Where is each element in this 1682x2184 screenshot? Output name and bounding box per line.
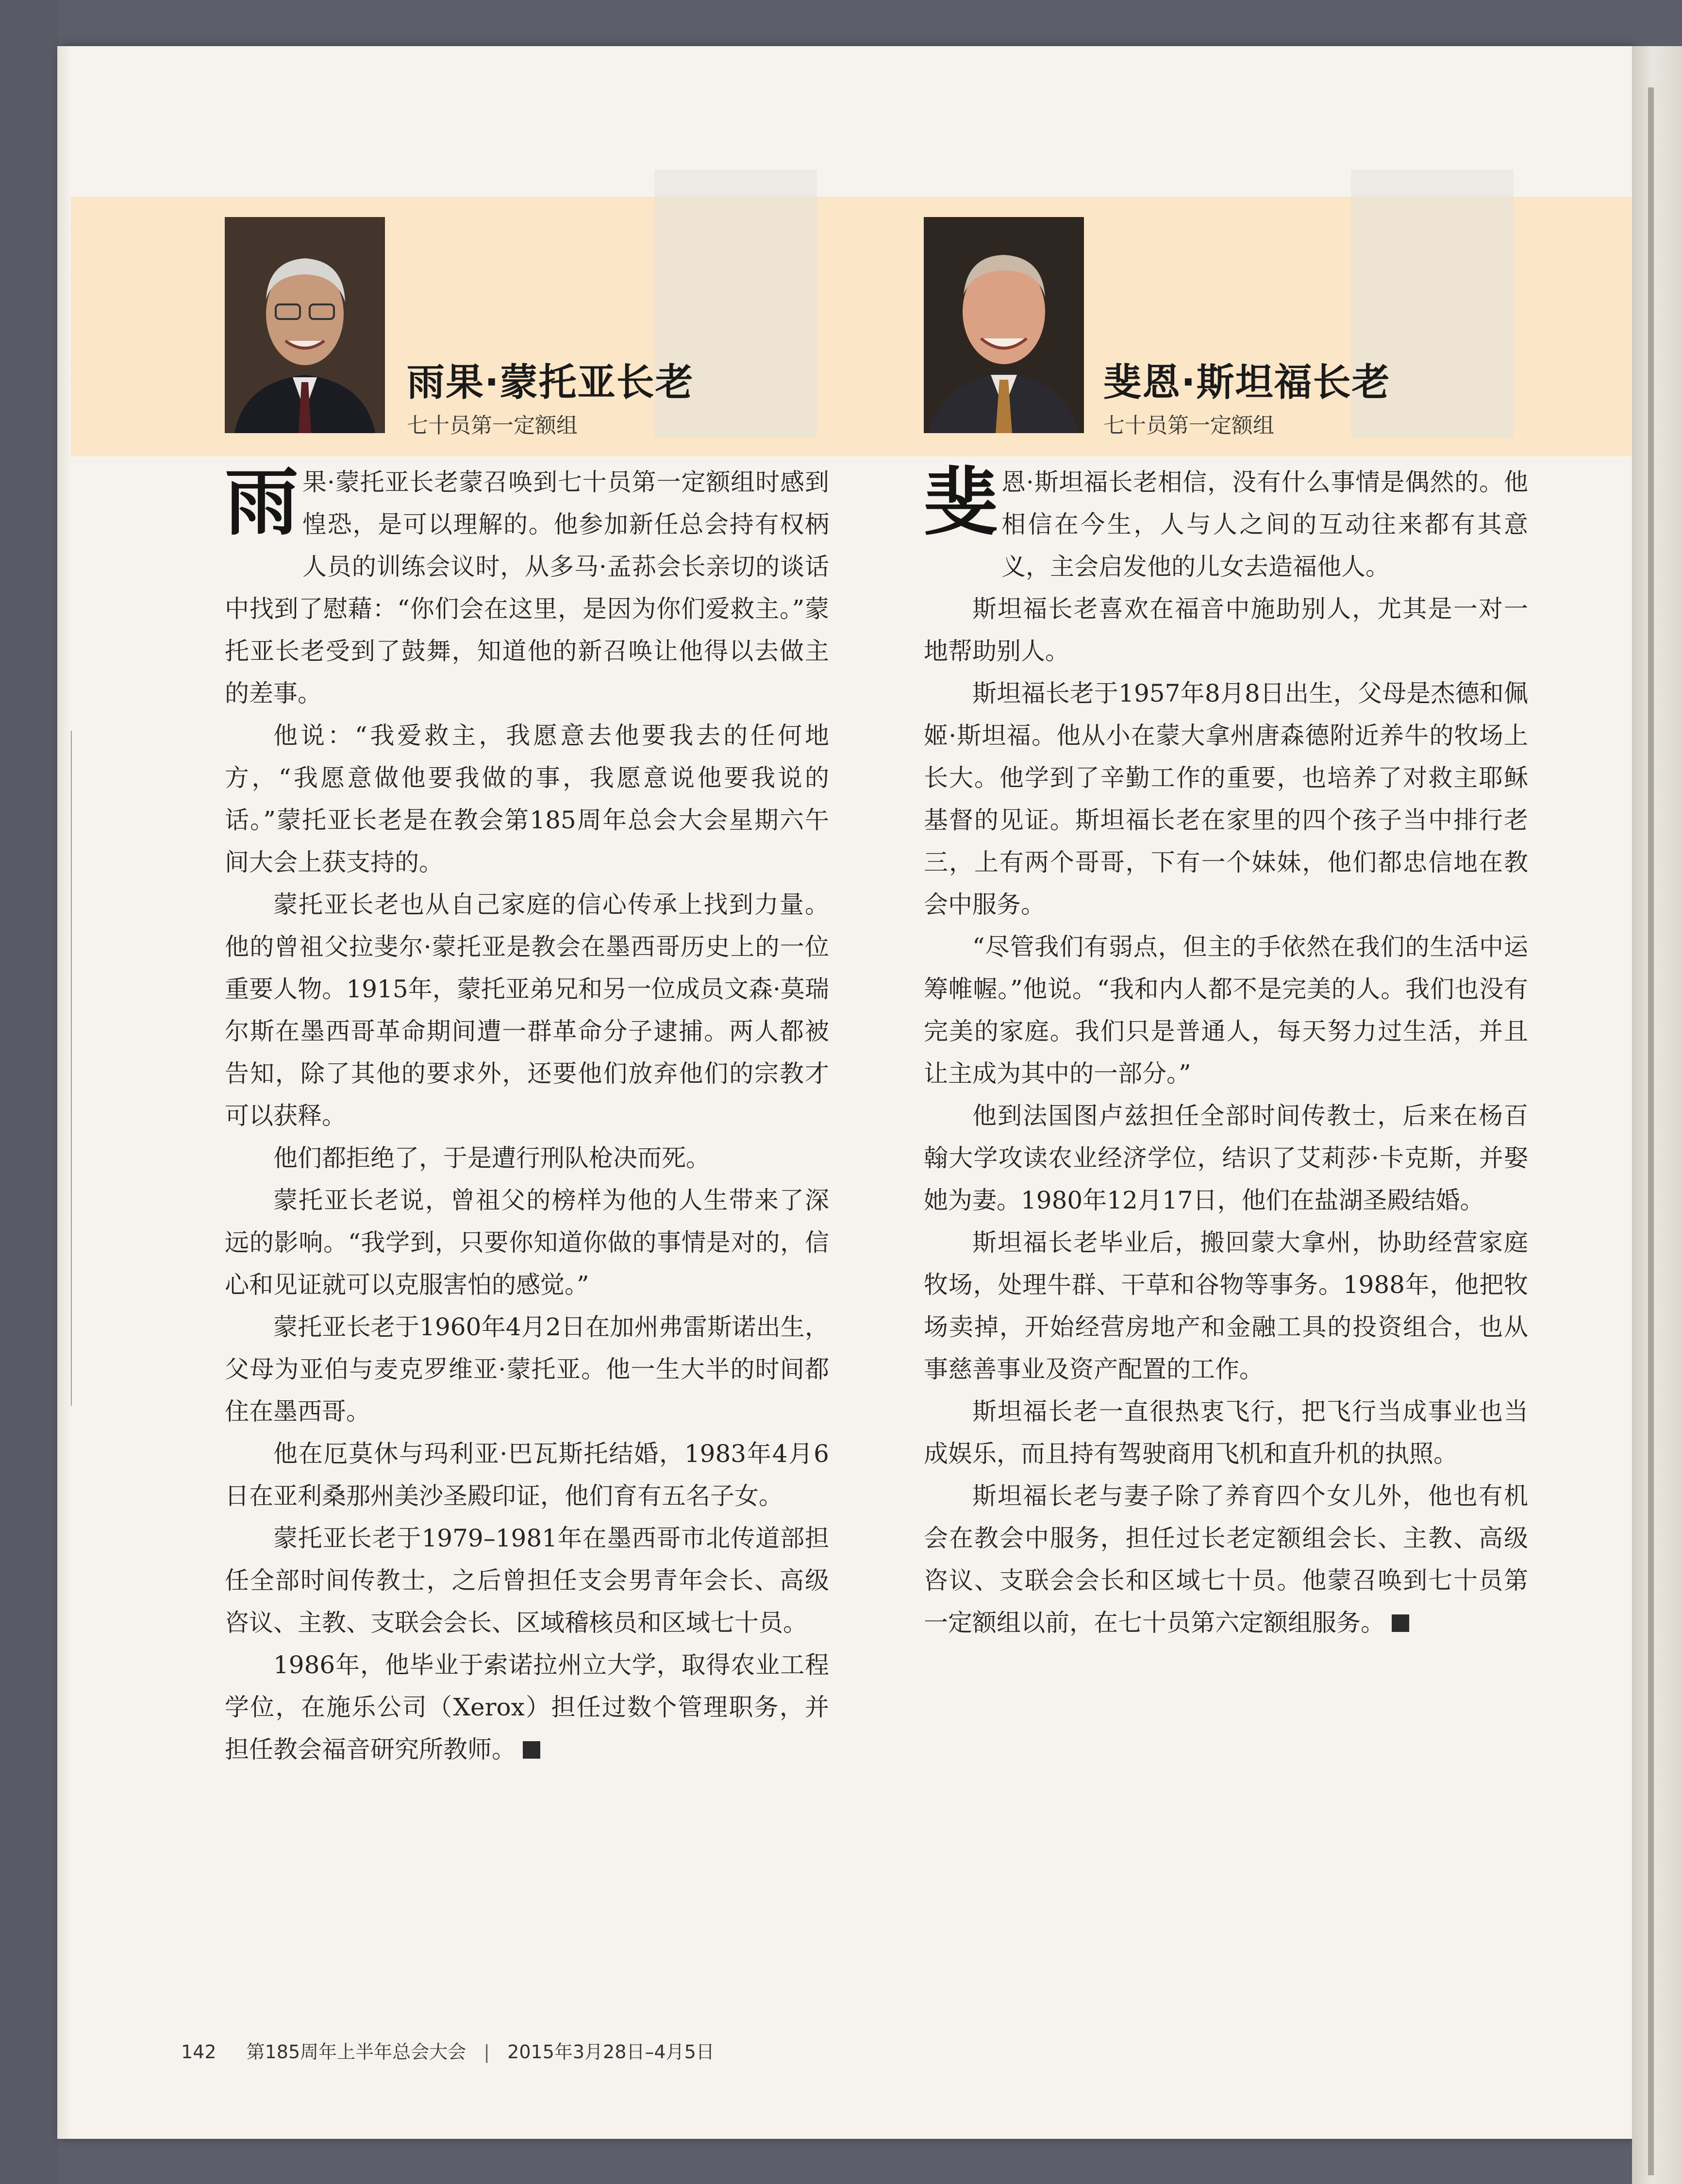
magazine-page — [57, 46, 1632, 2139]
portrait-montoya — [225, 217, 385, 433]
portrait-stanfill-image — [924, 217, 1084, 433]
right-paragraph-6: 斯坦福长老毕业后，搬回蒙大拿州，协助经营家庭牧场，处理牛群、干草和谷物等事务。1988年，他把牧场卖掉，开始经营房地产和金融工具的投资组合，也从事慈善事业及资产配置的工作。 — [924, 1228, 1528, 1383]
right-paragraph-2: 斯坦福长老喜欢在福音中施助别人，尤其是一对一地帮助别人。 — [924, 595, 1528, 665]
left-paragraph-7: 他在厄莫休与玛利亚·巴瓦斯托结婚，1983年4月6日在亚利桑那州美沙圣殿印证，他们育有五名子女。 — [225, 1440, 829, 1510]
left-article — [225, 461, 829, 1771]
portrait-montoya-image — [225, 217, 385, 433]
end-mark-icon — [523, 1741, 540, 1759]
footer-separator: | — [483, 2041, 490, 2063]
left-paragraph-3: 蒙托亚长老也从自己家庭的信心传承上找到力量。他的曾祖父拉斐尔·蒙托亚是教会在墨西哥历史上的一位重要人物。1915年，蒙托亚弟兄和另一位成员文森·莫瑞尔斯在墨西哥革命期间遭一群革命分子逮捕。两人都被告知，除了其他的要求外，还要他们放弃他们的宗教才可以获释。 — [225, 890, 829, 1130]
left-name: 雨果·蒙托亚长老 — [407, 361, 694, 404]
page-number: 142 — [181, 2041, 216, 2063]
page-gap — [1648, 87, 1654, 2175]
right-paragraph-3: 斯坦福长老于1957年8月8日出生，父母是杰德和佩姬·斯坦福。他从小在蒙大拿州唐森德附近养牛的牧场上长大。他学到了辛勤工作的重要，也培养了对救主耶稣基督的见证。斯坦福长老在家里的四个孩子当中排行老三，上有两个哥哥，下有一个妹妹，他们都忠信地在教会中服务。 — [924, 679, 1528, 919]
right-paragraph-7: 斯坦福长老一直很热衷飞行，把飞行当成事业也当成娱乐，而且持有驾驶商用飞机和直升机的执照。 — [924, 1397, 1528, 1468]
right-paragraph-5: 他到法国图卢兹担任全部时间传教士，后来在杨百翰大学攻读农业经济学位，结识了艾莉莎·卡克斯，并娶她为妻。1980年12月17日，他们在盐湖圣殿结婚。 — [924, 1102, 1528, 1214]
left-quorum: 七十员第一定额组 — [407, 413, 578, 438]
right-paragraph-4: “尽管我们有弱点，但主的手依然在我们的生活中运筹帷幄。”他说。“我和内人都不是完美的人。我们也没有完美的家庭。我们只是普通人，每天努力过生活，并且让主成为其中的一部分。” — [924, 933, 1528, 1088]
end-mark-icon — [1392, 1614, 1409, 1632]
left-paragraph-4: 他们都拒绝了，于是遭行刑队枪决而死。 — [273, 1144, 710, 1172]
left-paragraph-1: 雨果·蒙托亚长老蒙召唤到七十员第一定额组时感到惶恐，是可以理解的。他参加新任总会持有权柄人员的训练会议时，从多马·孟荪会长亲切的谈话中找到了慰藉：“你们会在这里，是因为你们爱救主。”蒙托亚长老受到了鼓舞，知道他的新召唤让他得以去做主的差事。 — [225, 459, 829, 707]
footer-dates: 2015年3月28日–4月5日 — [507, 2041, 715, 2063]
right-paragraph-8: 斯坦福长老与妻子除了养育四个女儿外，他也有机会在教会中服务，担任过长老定额组会长、主教、高级咨议、支联会会长和区域七十员。他蒙召唤到七十员第一定额组以前，在七十员第六定额组服务。 — [924, 1482, 1528, 1637]
background-left — [0, 0, 58, 2184]
page-edge — [57, 46, 71, 2139]
left-paragraph-5: 蒙托亚长老说，曾祖父的榜样为他的人生带来了深远的影响。“我学到，只要你知道你做的事情是对的，信心和见证就可以克服害怕的感觉。” — [225, 1186, 829, 1299]
left-paragraph-6: 蒙托亚长老于1960年4月2日在加州弗雷斯诺出生，父母为亚伯与麦克罗维亚·蒙托亚。他一生大半的时间都住在墨西哥。 — [225, 1313, 829, 1426]
next-page-edge — [1632, 46, 1682, 2184]
left-paragraph-2: 他说：“我爱救主，我愿意去他要我去的任何地方，“我愿意做他要我做的事，我愿意说他要我说的话。”蒙托亚长老是在教会第185周年总会大会星期六午间大会上获支持的。 — [225, 722, 829, 876]
footer-title: 第185周年上半年总会大会 — [246, 2041, 466, 2063]
right-dropcap: 斐 — [924, 459, 998, 545]
portrait-stanfill — [924, 217, 1084, 433]
left-paragraph-8: 蒙托亚长老于1979–1981年在墨西哥市北传道部担任全部时间传教士，之后曾担任支会男青年会长、高级咨议、主教、支联会会长、区域稽核员和区域七十员。 — [225, 1524, 829, 1637]
right-quorum: 七十员第一定额组 — [1103, 413, 1274, 438]
left-paragraph-9: 1986年，他毕业于索诺拉州立大学，取得农业工程学位，在施乐公司（Xerox）担任过数个管理职务，并担任教会福音研究所教师。 — [225, 1651, 829, 1764]
right-paragraph-1: 斐恩·斯坦福长老相信，没有什么事情是偶然的。他相信在今生，人与人之间的互动往来都有其意义，主会启发他的儿女去造福他人。 — [924, 459, 1528, 581]
right-article — [924, 461, 1528, 1644]
right-name: 斐恩·斯坦福长老 — [1103, 361, 1391, 404]
page-footer — [181, 2037, 715, 2064]
left-dropcap: 雨 — [225, 459, 299, 545]
